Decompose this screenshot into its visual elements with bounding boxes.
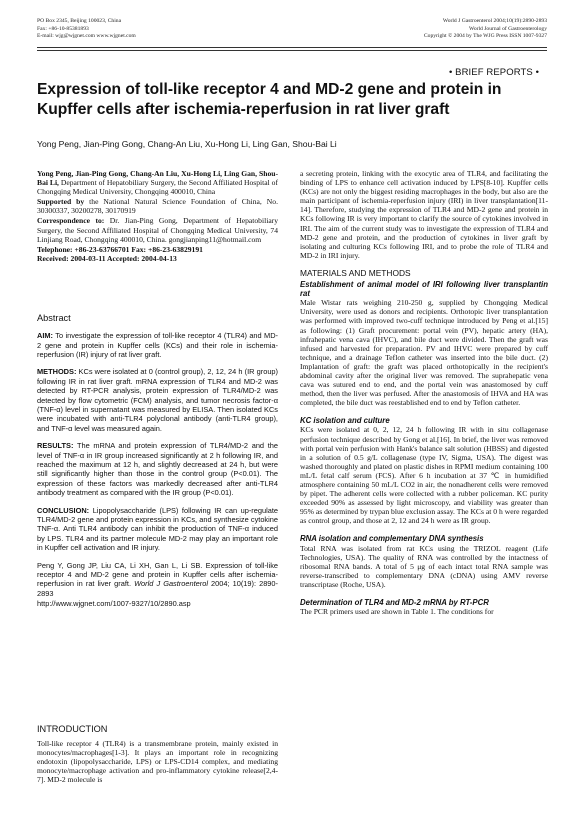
telephone-line: Telephone: +86-23-63766701 Fax: +86-23-63829191 [37, 244, 203, 254]
masthead-email: E-mail: wjg@wjgnet.com www.wjgnet.com [37, 33, 136, 40]
aim-text: To investigate the expression of toll-like receptor 4 (TLR4) and MD-2 gene and protein in Kupffer cells (KCs) and their role in ischemia-reperfusion (IR) injury of rat liver graft. [37, 331, 278, 359]
masthead-journal [424, 18, 547, 41]
corr-text: Dr. Jian-Ping Gong, Department of Hepatobiliary Surgery, the Second Affiliated Hospital of Chongqing Medical University, 74 Linjiang Road, Chongqing 400010, China. gongjianping11@hotmail.com [37, 216, 279, 244]
masthead-address: PO Box 2345, Beijing 100023, China [37, 18, 122, 24]
intro-text: Toll-like receptor 4 (TLR4) is a transmembrane protein, mainly existed in monocytes/macrophages[1-3]. It plays an important role in recognizing endotoxin (lipopolysaccharide, LPS) or LPS-CD14 complex, and mediating monocyte/macrophage activation and pro-inflammatory cytokine release[2,4-7]. MD-2 molecule is [37, 739, 278, 785]
support-text: the National Natural Science Foundation of China, No. 30300337, 30200278, 30170919 [37, 197, 278, 216]
affiliation-block [37, 169, 278, 263]
abstract-section [37, 314, 278, 609]
methods-text: KCs were isolated at 0 (control group), 2, 12, 24 h (IR group) following IR in rat liver graft. mRNA expression of TLR4 and MD-2 was detected by RT-PCR analysis, protein expression of TLR4/MD-2 was detected by flow cytometric (FCM) analysis, and tumor necrosis factor-α (TNF-α) level in supernatant was measured by ELISA. Then isolated KCs were incubated with anti-TLR4 polyclonal antibody (anti-TLR4 group), and TNF-α level was measured again. [37, 367, 278, 433]
masthead-fax: Fax: +86-10-85381893 [37, 25, 89, 32]
methods-heading: MATERIALS AND METHODS [300, 267, 411, 278]
subsection-animal-model: Establishment of animal model of IRI following liver transplantin rat [300, 280, 548, 299]
subsection-kc-isolation: KC isolation and culture [300, 416, 390, 426]
affil-text: Department of Hepatobiliary Surgery, the Second Affiliated Hospital of Chongqing Medical University, Chongqing 400010, China [37, 178, 278, 197]
header-rule [37, 47, 547, 48]
subsection-rna-isolation: RNA isolation and complementary DNA synthesis [300, 534, 484, 544]
rt-pcr-text: The PCR primers used are shown in Table 1. The conditions for [300, 607, 494, 617]
animal-model-text: Male Wistar rats weighing 210-250 g, supplied by Chongqing Medical University, were used as donors and recipients. Orthotopic liver transplantation was performed with improved two-cuff technique introduced by Peng et al.[15] as following: (1) Graft procurement: portal vein (PV), hepatic artery (HA), infrahepatic vena cava (IHVC), and bile duct were divided. Then the graft was infused and harvested for preparation. PV and IHVC were prepared by cuff technique, and a drainage Teflon catheter was inserted into the bile duct. (2) Implantation of graft: the graft was placed orthotopically in the recipient's abdominal cavity after the original liver was removed. The suprahepatic vena cava was sutured end to end, and the portal vein was anastomosed by cuff method, then the liver was perfused. After the anastomosis of IHVA and HA was completed, the bile duct was reestablished end to end by Teflon catheter. [300, 298, 548, 408]
header-rule-2 [37, 50, 547, 51]
journal-citation: World J Gastroenterol 2004;10(19):2890-2893 [442, 18, 547, 24]
right-column [300, 169, 548, 616]
intro-heading: INTRODUCTION [37, 724, 108, 734]
methods-label: METHODS: [37, 367, 77, 377]
received-line: Received: 2004-03-11 Accepted: 2004-04-13 [37, 253, 177, 263]
journal-name: World Journal of Gastroenterology [469, 25, 547, 32]
conclusion-text: Lipopolysaccharide (LPS) following IR can up-regulate TLR4/MD-2 gene and protein expression in KCs, and synthesize cytokine TNF-α. Anti TLR4 antibody can inhibit the production of TNF-α induced by LPS. TLR4 and its partner molecule MD-2 may play an important role in Kupffer cell activation and IR injury. [37, 505, 278, 553]
conclusion-label: CONCLUSION: [37, 505, 90, 515]
masthead-contact [37, 18, 136, 41]
section-badge: • BRIEF REPORTS • [449, 67, 539, 78]
aim-label: AIM: [37, 331, 54, 341]
introduction-section [37, 725, 278, 785]
support-label: Supported by [37, 197, 85, 207]
subsection-rt-pcr: Determination of TLR4 and MD-2 mRNA by RT-PCR [300, 598, 489, 608]
journal-copyright: Copyright © 2004 by The WJG Press ISSN 1007-9327 [423, 33, 547, 40]
intro-continued: a secreting protein, linking with the exocytic area of TLR4, and facilitating the binding of LPS to enhance cell activation induced by LPS[8-10]. Kupffer cells (KCs) are not only the biggest residing macrophages in the body, but also are the main participant of ischemia-reperfusion injury (IRI) in liver transplantation[11-14]. Therefore, studying the expression of TLR4 and MD-2 gene and protein in KCs following IR is very important to clarify the source of cytokines involved in IRI. The aim of the current study was to investigate the expression of TLR4 and MD-2 gene and protein, and the production of cytokines in liver graft by isolating and culturing KCs following IRI, and to probe the role of TLR4 and MD-2 in IRI injury. [300, 169, 548, 260]
rna-isolation-text: Total RNA was isolated from rat KCs using the TRIZOL reagent (Life Technologies, USA). The quality of RNA was controlled by the intactness of ribosomal RNA bands. A total of 5 μg of each intact total RNA sample was reverse-transcribed to complementary DNA (cDNA) using AMV reverse transcriptase (Roche, USA). [300, 543, 548, 589]
kc-isolation-text: KCs were isolated at 0, 2, 12, 24 h following IR with in situ collagenase perfusion technique described by Gong et al.[16]. In brief, the liver was removed with portal vein perfusion with Hank's balance salt solution (HBSS) and digested in a solution of 0.5 g/L collagenase (type IV, Sigma, USA). The digest was washed thoroughly and plated on plastic dishes in RPMI medium containing 100 mL/L fetal calf serum (FCS). After 6 h incubation at 37 ℃ in humidified atmosphere containing 50 mL/L CO2 in air, the nonadherent cells were removed by pipet. The adherent cells were collected with a rubber policeman. KC purity exceeded 90% as assessed by light microscopy, and viability was greater than 95% as determined by trypan blue exclusion assay. The KCs at 0 h were regarded as control group, and those at 2, 12 and 24 h were as IR group. [300, 425, 548, 526]
citation-text: Peng Y, Gong JP, Liu CA, Li XH, Gan L, Li SB. Expression of toll-like receptor 4 and MD-2 gene and protein in Kupffer cells after ischemia-reperfusion in rat liver graft. [37, 560, 278, 589]
author-list: Yong Peng, Jian-Ping Gong, Chang-An Liu, Xu-Hong Li, Ling Gan, Shou-Bai Li [37, 139, 337, 149]
citation-tail: 2004; 10(19): 2890-2893 [37, 579, 278, 598]
results-label: RESULTS: [37, 441, 74, 451]
citation-journal: World J Gastroenterol [131, 579, 208, 589]
article-title: Expression of toll-like receptor 4 and MD-2 gene and protein in Kupffer cells after ischemia-reperfusion in rat liver graft [37, 81, 502, 118]
corr-label: Correspondence to: [37, 216, 105, 226]
article-url-link[interactable]: http://www.wjgnet.com/1007-9327/10/2890.asp [37, 599, 191, 609]
affil-names: Yong Peng, Jian-Ping Gong, Chang-An Liu, Xu-Hong Li, Ling Gan, Shou-Bai Li, [37, 169, 278, 188]
results-text: The mRNA and protein expression of TLR4/MD-2 and the level of TNF-α in IR group increased significantly at 2 h following IR, and reached the maximum at 12 h, and slightly decreased at 24 h, but were still significantly higher than those in the control group (P<0.01). The expression of these factors was markedly decreased after anti-TLR4 antibody treatment as compared with the IR group (P<0.01). [37, 441, 278, 498]
abstract-heading: Abstract [37, 313, 71, 323]
